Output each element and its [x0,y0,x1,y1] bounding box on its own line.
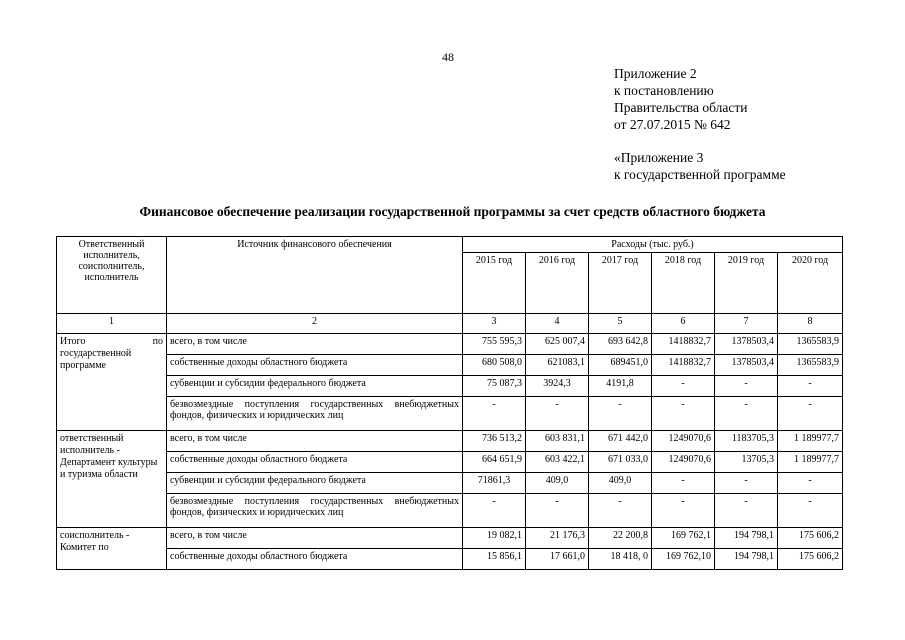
value-cell: - [589,494,652,528]
column-number: 6 [652,314,715,334]
value-cell: - [715,376,778,397]
value-cell: - [652,473,715,494]
value-cell: - [463,494,526,528]
page-number: 48 [442,50,454,64]
value-cell: - [715,473,778,494]
value-cell: 15 856,1 [463,549,526,570]
source-cell: всего, в том числе [167,431,463,452]
responsible-cell: Итого по государственной программе [57,334,167,431]
value-cell: - [778,397,843,431]
value-cell: 169 762,10 [652,549,715,570]
appendix-line: к постановлению [614,83,714,98]
value-cell: 693 642,8 [589,334,652,355]
value-cell: 755 595,3 [463,334,526,355]
source-cell: всего, в том числе [167,528,463,549]
header-year: 2015 год [463,253,526,314]
value-cell: 680 508,0 [463,355,526,376]
value-cell: 664 651,9 [463,452,526,473]
value-cell: - [589,397,652,431]
value-cell: 1183705,3 [715,431,778,452]
value-cell: 736 513,2 [463,431,526,452]
value-cell: - [526,494,589,528]
value-cell: 4191,8 [589,376,652,397]
header-year: 2019 год [715,253,778,314]
value-cell: 13705,3 [715,452,778,473]
program-appendix-line: «Приложение 3 [614,150,704,165]
column-number: 2 [167,314,463,334]
column-number: 5 [589,314,652,334]
value-cell: 18 418, 0 [589,549,652,570]
value-cell: 1378503,4 [715,334,778,355]
value-cell: 409,0 [526,473,589,494]
appendix-line: Правительства области [614,100,748,115]
column-number: 3 [463,314,526,334]
column-number: 4 [526,314,589,334]
table-row [57,473,843,494]
table-row [57,452,843,473]
source-cell: собственные доходы областного бюджета [167,549,463,570]
value-cell: 22 200,8 [589,528,652,549]
value-cell: 1249070,6 [652,431,715,452]
value-cell: 21 176,3 [526,528,589,549]
value-cell: 603 422,1 [526,452,589,473]
value-cell: 71861,3 [463,473,526,494]
program-appendix-line: к государственной программе [614,167,786,182]
value-cell: 1365583,9 [778,334,843,355]
table-row [57,528,843,549]
table-row [57,397,843,431]
value-cell: 671 033,0 [589,452,652,473]
table-row [57,549,843,570]
value-cell: 1418832,7 [652,334,715,355]
value-cell: 175 606,2 [778,549,843,570]
source-cell: субвенции и субсидии федерального бюджета [167,473,463,494]
value-cell: 3924,3 [526,376,589,397]
value-cell: - [652,376,715,397]
source-cell: безвозмездные поступления государственных внебюджетных фондов, физических и юридических лиц [167,397,463,431]
source-cell: безвозмездные поступления государственных внебюджетных фондов, физических и юридических лиц [167,494,463,528]
value-cell: - [778,473,843,494]
value-cell: - [652,397,715,431]
value-cell: 603 831,1 [526,431,589,452]
responsible-cell: ответственный исполнитель - Департамент культуры и туризма области [57,431,167,528]
value-cell: 19 082,1 [463,528,526,549]
value-cell: 1 189977,7 [778,431,843,452]
value-cell: - [715,397,778,431]
header-source: Источник финансового обеспечения [167,237,463,314]
value-cell: - [652,494,715,528]
value-cell: 169 762,1 [652,528,715,549]
source-cell: всего, в том числе [167,334,463,355]
appendix-line: от 27.07.2015 № 642 [614,117,731,132]
value-cell: - [463,397,526,431]
value-cell: 1249070,6 [652,452,715,473]
table-row [57,431,843,452]
value-cell: 625 007,4 [526,334,589,355]
header-year: 2020 год [778,253,843,314]
header-expenses: Расходы (тыс. руб.) [463,237,843,253]
table-row [57,494,843,528]
column-number: 8 [778,314,843,334]
value-cell: - [715,494,778,528]
column-number: 7 [715,314,778,334]
responsible-cell: соисполнитель - Комитет по [57,528,167,570]
header-year: 2016 год [526,253,589,314]
value-cell: 175 606,2 [778,528,843,549]
table-row [57,376,843,397]
value-cell: 1 189977,7 [778,452,843,473]
financing-table [56,236,843,570]
source-cell: собственные доходы областного бюджета [167,452,463,473]
appendix-line: Приложение 2 [614,66,697,81]
value-cell: 17 661,0 [526,549,589,570]
header-year: 2017 год [589,253,652,314]
value-cell: - [778,376,843,397]
document-title: Финансовое обеспечение реализации государственной программы за счет средств областного бюджета [139,204,766,219]
source-cell: собственные доходы областного бюджета [167,355,463,376]
table-row [57,355,843,376]
value-cell: 1365583,9 [778,355,843,376]
value-cell: 194 798,1 [715,528,778,549]
value-cell: - [778,494,843,528]
appendix-block [614,65,786,183]
header-year: 2018 год [652,253,715,314]
value-cell: 409,0 [589,473,652,494]
value-cell: 75 087,3 [463,376,526,397]
table-row [57,334,843,355]
column-number: 1 [57,314,167,334]
value-cell: 194 798,1 [715,549,778,570]
value-cell: 689451,0 [589,355,652,376]
source-cell: субвенции и субсидии федерального бюджета [167,376,463,397]
value-cell: - [526,397,589,431]
value-cell: 1418832,7 [652,355,715,376]
header-responsible: Ответственный исполнитель, соисполнитель, исполнитель [57,237,167,314]
value-cell: 1378503,4 [715,355,778,376]
value-cell: 671 442,0 [589,431,652,452]
value-cell: 621083,1 [526,355,589,376]
